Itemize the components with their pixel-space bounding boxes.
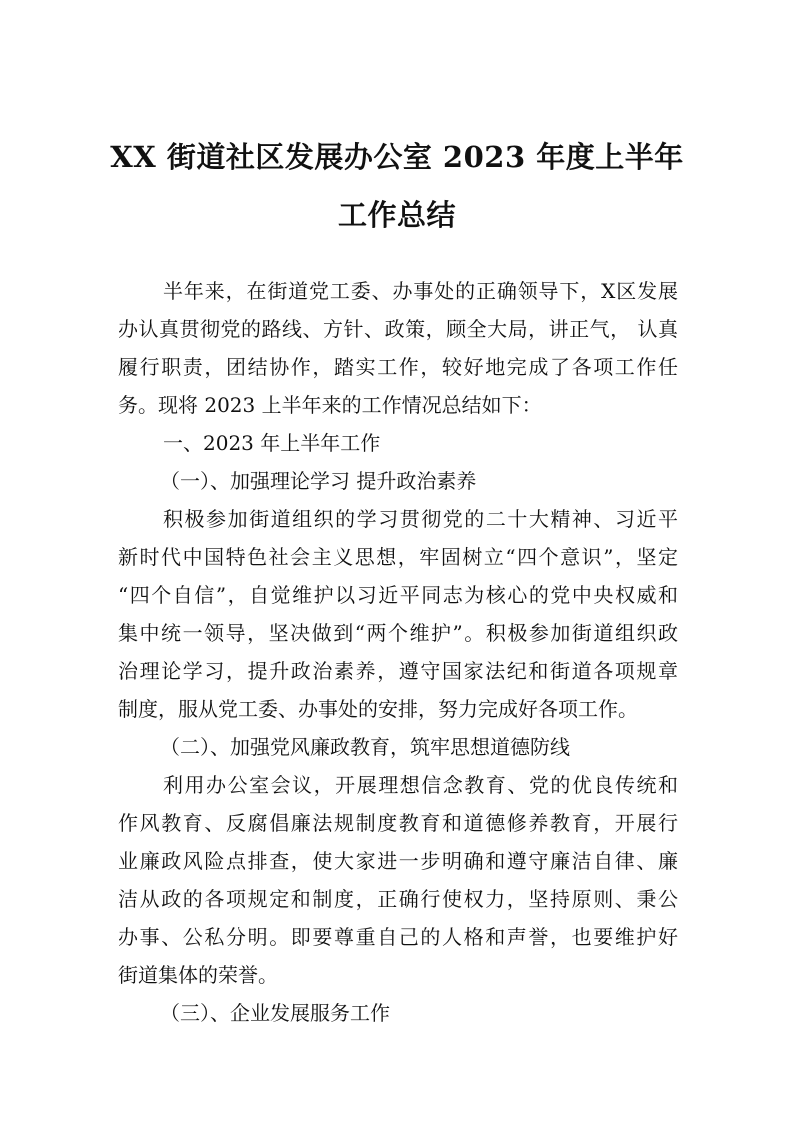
paragraph-line: 办认真贯彻党的路线、方针、政策，顾全大局，讲正气， 认真: [118, 317, 678, 341]
paragraph-line: 履行职责，团结协作，踏实工作，较好地完成了各项工作任: [118, 355, 678, 379]
paragraph-line: 街道集体的荣誉。: [118, 963, 278, 987]
paragraph-line: 积极参加街道组织的学习贯彻党的二十大精神、习近平: [163, 507, 678, 531]
paragraph-line: 半年来，在街道党工委、办事处的正确领导下，X区发展: [163, 279, 678, 303]
subsection-heading: （三）、企业发展服务工作: [160, 1001, 390, 1025]
paragraph-line: 集中统一领导，坚决做到“两个维护”。积极参加街道组织政: [118, 621, 678, 645]
paragraph-line: 新时代中国特色社会主义思想，牢固树立“四个意识”，坚定: [118, 545, 678, 569]
document-title-line-2: 工作总结: [337, 198, 456, 232]
section-heading: 一、2023 年上半年工作: [163, 431, 381, 455]
paragraph-line: 利用办公室会议，开展理想信念教育、党的优良传统和: [163, 773, 678, 797]
paragraph-line: 洁从政的各项规定和制度，正确行使权力，坚持原则、秉公: [118, 887, 678, 911]
paragraph-line: 制度，服从党工委、办事处的安排，努力完成好各项工作。: [118, 697, 638, 721]
subsection-heading: （一）、加强理论学习 提升政治素养: [160, 469, 477, 493]
paragraph-line: 办事、公私分明。即要尊重自己的人格和声誉，也要维护好: [118, 925, 678, 949]
paragraph-line: 作风教育、反腐倡廉法规制度教育和道德修养教育，开展行: [118, 811, 678, 835]
paragraph-line: 务。现将 2023 上半年来的工作情况总结如下：: [118, 393, 542, 417]
paragraph-line: 治理论学习，提升政治素养，遵守国家法纪和街道各项规章: [118, 659, 678, 683]
subsection-heading: （二）、加强党风廉政教育，筑牢思想道德防线: [160, 735, 570, 759]
paragraph-line: 业廉政风险点排查，使大家进一步明确和遵守廉洁自律、廉: [118, 849, 678, 873]
document-title-line-1: XX 街道社区发展办公室 2023 年度上半年: [110, 140, 684, 174]
paragraph-line: “四个自信”，自觉维护以习近平同志为核心的党中央权威和: [118, 583, 678, 607]
